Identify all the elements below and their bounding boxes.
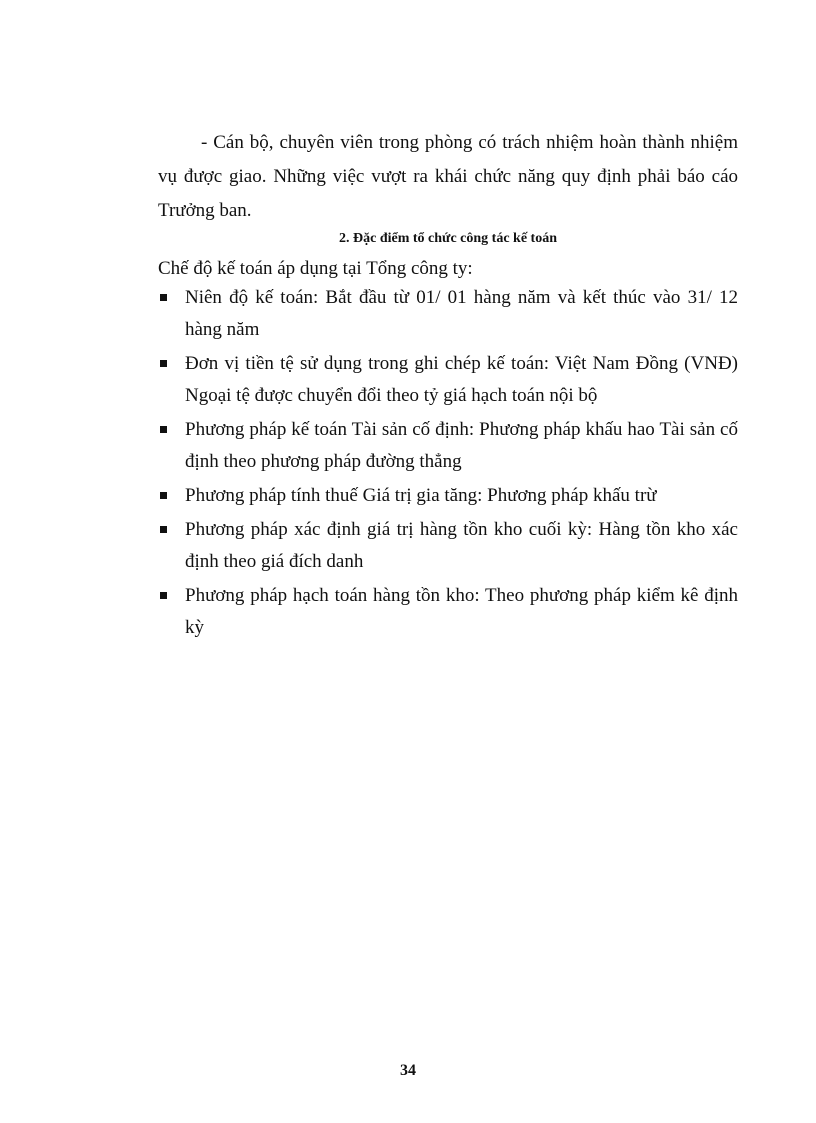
square-bullet-icon xyxy=(160,426,167,433)
list-item-text: Phương pháp hạch toán hàng tồn kho: Theo phương pháp kiểm kê định kỳ xyxy=(185,585,738,638)
square-bullet-icon xyxy=(160,526,167,533)
page-number: 34 xyxy=(400,1062,416,1079)
square-bullet-icon xyxy=(160,360,167,367)
square-bullet-icon xyxy=(160,592,167,599)
lead-sentence: Chế độ kế toán áp dụng tại Tổng công ty: xyxy=(158,258,473,279)
section-heading: 2. Đặc điểm tổ chức công tác kế toán xyxy=(339,231,557,246)
list-item xyxy=(158,414,738,478)
square-bullet-icon xyxy=(160,492,167,499)
list-item-text: Phương pháp xác định giá trị hàng tồn kho cuối kỳ: Hàng tồn kho xác định theo giá đích danh xyxy=(185,519,738,572)
intro-paragraph: - Cán bộ, chuyên viên trong phòng có trách nhiệm hoàn thành nhiệm vụ được giao. Những việc vượt ra khái chức năng quy định phải báo cáo Trưởng ban. xyxy=(158,132,738,221)
bullet-list xyxy=(158,282,738,646)
list-item xyxy=(158,282,738,346)
square-bullet-icon xyxy=(160,294,167,301)
list-item-text: Phương pháp tính thuế Giá trị gia tăng: Phương pháp khấu trừ xyxy=(185,485,657,506)
list-item xyxy=(158,514,738,578)
list-item xyxy=(158,348,738,412)
list-item-text: Niên độ kế toán: Bắt đầu từ 01/ 01 hàng năm và kết thúc vào 31/ 12 hàng năm xyxy=(185,287,738,340)
list-item-text: Phương pháp kế toán Tài sản cố định: Phương pháp khấu hao Tài sản cố định theo phương pháp đường thẳng xyxy=(185,419,738,472)
list-item xyxy=(158,580,738,644)
list-item-text: Đơn vị tiền tệ sử dụng trong ghi chép kế toán: Việt Nam Đồng (VNĐ) Ngoại tệ được chuyển đổi theo tỷ giá hạch toán nội bộ xyxy=(185,353,738,406)
list-item xyxy=(158,480,738,512)
